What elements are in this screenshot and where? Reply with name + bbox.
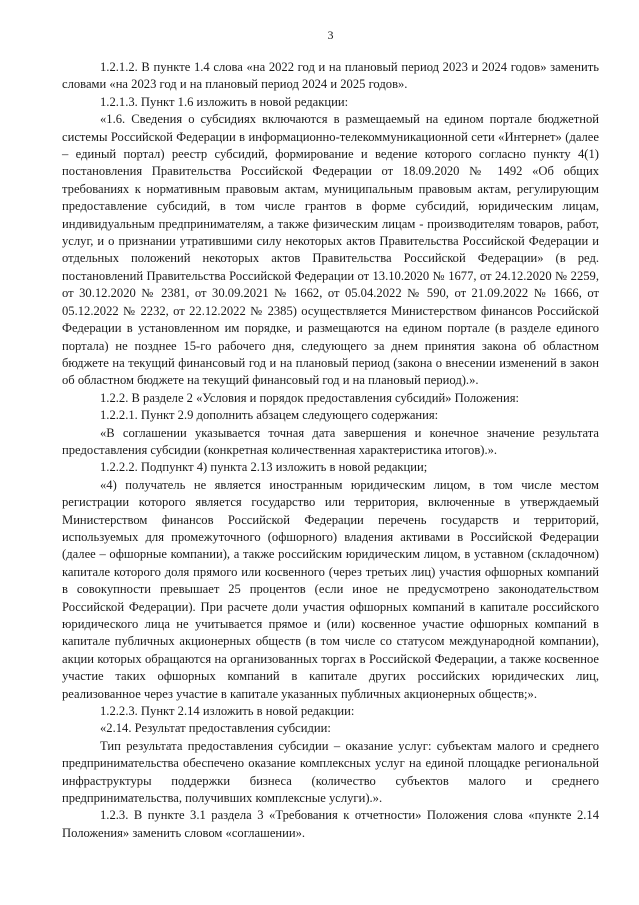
paragraph-1-2-2-1: 1.2.2.1. Пункт 2.9 дополнить абзацем следующего содержания: xyxy=(100,408,439,423)
paragraph-1-2-2-3: 1.2.2.3. Пункт 2.14 изложить в новой редакции: xyxy=(100,704,355,719)
paragraph-1-2-2-2: 1.2.2.2. Подпункт 4) пункта 2.13 изложить в новой редакции; xyxy=(100,460,428,475)
paragraph-subitem-4: «4) получатель не является иностранным юридическим лицом, в том числе местом регистрации которого является государство или территория, включенные в утверждаемый Министерством финансов Российской Федерации перечень государств и территорий, используемых для промежуточного (офшорного) владения активами в Российской Федерации (далее – офшорные компании), а также российским юридическим лицом, в уставном (складочном) капитале которого доля прямого или косвенного (через третьих лиц) участия офшорных компаний в совокупности превышает 25 процентов (если иное не предусмотрено законодательством Российской Федерации). При расчете доли участия офшорных компаний в капитале российского юридического лица не учитывается прямое и (или) косвенное участие офшорных компаний в капитале публичных акционерных обществ (в том числе со статусом международной компании), акции которых обращаются на организованных торгах в Российской Федерации, а также косвенное участие таких офшорных компаний в капитале других российских юридических лиц, реализованное через участие в капитале указанных публичных акционерных обществ;». xyxy=(62,477,599,701)
paragraph-agreement-clause: «В соглашении указывается точная дата завершения и конечное значение результата предоставления субсидии (конкретная количественная характеристика итогов).». xyxy=(62,425,599,457)
page-number: 3 xyxy=(327,28,334,42)
paragraph-item-1-6: «1.6. Сведения о субсидиях включаются в размещаемый на едином портале бюджетной системы Российской Федерации в информационно-телекоммуникационной сети «Интернет» (далее – единый портал) реестр субсидий, формирование и ведение которого согласно пункту 4(1) постановления Правительства Российской Федерации от 18.09.2020 № 1492 «Об общих требованиях к нормативным правовым актам, муниципальным правовым актам, регулирующим предоставление субсидий, в том числе грантов в форме субсидий, юридическим лицам, индивидуальным предпринимателям, а также физическим лицам - производителям товаров, работ, услуг, и о признании утратившими силу некоторых актов Правительства Российской Федерации и отдельных положений некоторых актов Правительства Российской Федерации» (в ред. постановлений Правительства Российской Федерации от 13.10.2020 № 1677, от 24.12.2020 № 2259, от 30.12.2020 № 2381, от 30.09.2021 № 1662, от 05.04.2022 № 590, от 21.09.2022 № 1666, от 05.12.2022 № 2232, от 22.12.2022 № 2385) осуществляется Министерством финансов Российской Федерации в установленном им порядке, и размещаются на едином портале (в разделе единого портала) не позднее 15-го рабочего дня, следующего за днем принятия закона об областном бюджете на текущий финансовый год и на плановый период (закона о внесении изменений в закон об областном бюджете на текущий финансовый год и на плановый период).». xyxy=(62,112,599,388)
paragraph-1-2-1-2: 1.2.1.2. В пункте 1.4 слова «на 2022 год и на плановый период 2023 и 2024 годов» заменить словами «на 2023 год и на плановый период 2024 и 2025 годов». xyxy=(62,60,599,92)
paragraph-1-2-1-3: 1.2.1.3. Пункт 1.6 изложить в новой редакции: xyxy=(100,94,349,109)
paragraph-1-2-2: 1.2.2. В разделе 2 «Условия и порядок предоставления субсидий» Положения: xyxy=(100,390,520,405)
paragraph-1-2-3: 1.2.3. В пункте 3.1 раздела 3 «Требования к отчетности» Положения слова «пункте 2.14 Положения» заменить словом «соглашении». xyxy=(62,808,599,840)
paragraph-result-type: Тип результата предоставления субсидии – оказание услуг: субъектам малого и среднего предпринимательства обеспечено оказание комплексных услуг на единой площадке региональной инфраструктуры поддержки бизнеса (количество субъектов малого и среднего предпринимательства, получивших комплексные услуги).». xyxy=(62,738,599,806)
paragraph-item-2-14: «2.14. Результат предоставления субсидии: xyxy=(100,721,331,736)
